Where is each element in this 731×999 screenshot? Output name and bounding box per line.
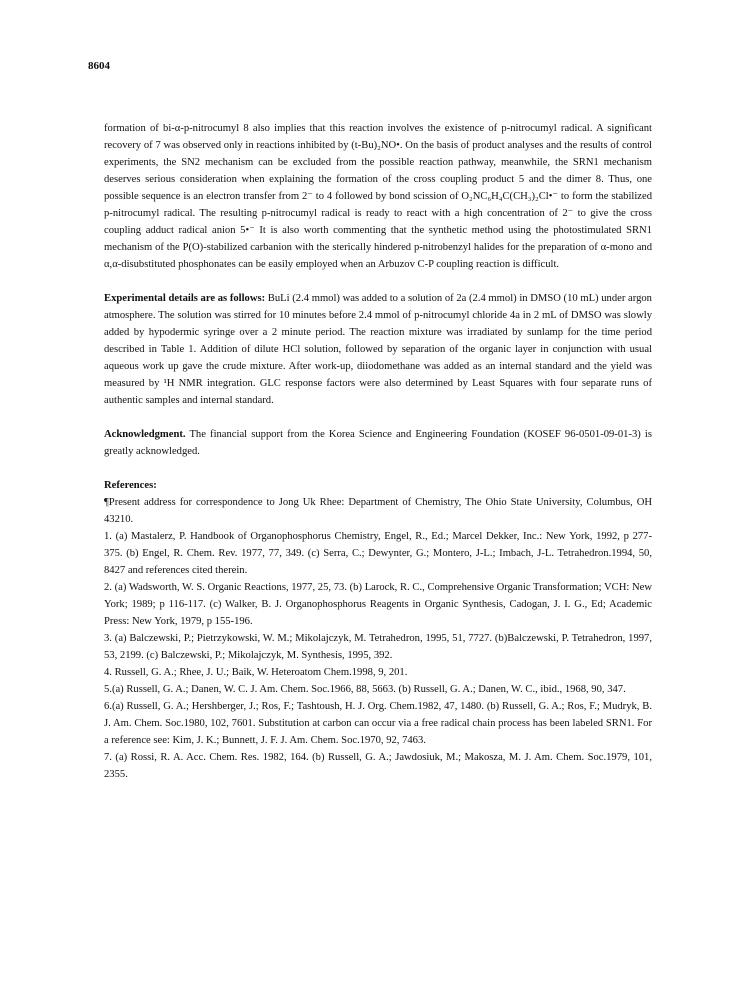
reference-item: 1. (a) Mastalerz, P. Handbook of Organophosphorus Chemistry, Engel, R., Ed.; Marcel Dekker, Inc.: New York, 1992, p 277-375. (b) Engel, R. Chem. Rev. 1977, 77, 349. (c) Serra, C.; Dewynter, G.; Montero, J-L.; Imbach, J-L. Tetrahedron.1994, 50, 8427 and references cited therein.	[104, 531, 652, 576]
reference-item: 5.(a) Russell, G. A.; Danen, W. C. J. Am. Chem. Soc.1966, 88, 5663. (b) Russell, G. A.; Danen, W. C., ibid., 1968, 90, 347.	[104, 684, 626, 695]
reference-item: 6.(a) Russell, G. A.; Hershberger, J.; Ros, F.; Tashtoush, H. J. Org. Chem.1982, 47, 1480. (b) Russell, G. A.; Ros, F.; Mudryk, B. J. Am. Chem. Soc.1980, 102, 7601. Substitution at carbon can occur via a free radical chain process has been labeled SRN1. For a reference see: Kim, J. K.; Bunnett, J. F. J. Am. Chem. Soc.1970, 92, 7463.	[104, 701, 652, 746]
acknowledgment-heading: Acknowledgment.	[104, 429, 186, 440]
acknowledgment-paragraph	[104, 426, 652, 460]
reference-item: 4. Russell, G. A.; Rhee, J. U.; Baik, W. Heteroatom Chem.1998, 9, 201.	[104, 667, 408, 678]
experimental-heading: Experimental details are as follows:	[104, 293, 266, 304]
references-section	[104, 477, 652, 783]
acknowledgment-text: The financial support from the Korea Science and Engineering Foundation (KOSEF 96-0501-09-01-3) is greatly acknowledged.	[104, 429, 652, 457]
experimental-text: BuLi (2.4 mmol) was added to a solution of 2a (2.4 mmol) in DMSO (10 mL) under argon atmosphere. The solution was stirred for 10 minutes before 2.4 mmol of p-nitrocumyl chloride 4a in 2 mL of DMSO was slowly added by hypodermic syringe over a 2 minute period. The reaction mixture was irradiated by sunlamp for the time period described in Table 1. Addition of dilute HCl solution, followed by separation of the organic layer in conjunction with usual aqueous work up gave the crude mixture. After work-up, diiodomethane was added as an internal standard and the yield was measured by ¹H NMR integration. GLC response factors were also determined by Least Squares with four separate runs of authentic samples and internal standard.	[104, 293, 652, 406]
discussion-paragraph: formation of bi-α-p-nitrocumyl 8 also implies that this reaction involves the existence of p-nitrocumyl radical. A significant recovery of 7 was observed only in reactions inhibited by (t-Bu)₂NO•. On the basis of product analyses and the results of control experiments, the SN2 mechanism can be excluded from the possible reaction pathway, meanwhile, the SRN1 mechanism deserves serious consideration when explaining the formation of the cross coupling product 5 and the dimer 8. Thus, one possible sequence is an electron transfer from 2⁻ to 4 followed by bond scission of O₂NC₆H₄C(CH₃)₂Cl•⁻ to form the stabilized p-nitrocumyl radical. The resulting p-nitrocumyl radical is ready to react with a high concentration of 2⁻ to give the cross coupling adduct radical anion 5•⁻ It is also worth commenting that the synthetic method using the photostimulated SRN1 mechanism of the P(O)-stabilized carbanion with the sterically hindered p-nitrobenzyl halides for the preparation of α-mono and α,α-disubstituted phosphonates can be easily employed when an Arbuzov C-P coupling reaction is difficult.	[104, 123, 652, 270]
reference-item: 2. (a) Wadsworth, W. S. Organic Reactions, 1977, 25, 73. (b) Larock, R. C., Comprehensive Organic Transformation; VCH: New York; 1989; p 116-117. (c) Walker, B. J. Organophosphorus Reagents in Organic Synthesis, Cadogan, J. I. G., Ed; Academic Press: New York, 1979, p 155-196.	[104, 582, 652, 627]
reference-item: 7. (a) Rossi, R. A. Acc. Chem. Res. 1982, 164. (b) Russell, G. A.; Jawdosiuk, M.; Makosza, M. J. Am. Chem. Soc.1979, 101, 2355.	[104, 752, 652, 780]
page-number: 8604	[88, 60, 110, 72]
experimental-paragraph	[104, 290, 652, 409]
reference-item: 3. (a) Balczewski, P.; Pietrzykowski, W. M.; Mikolajczyk, M. Tetrahedron, 1995, 51, 7727. (b)Balczewski, P. Tetrahedron, 1997, 53, 2199. (c) Balczewski, P.; Mikolajczyk, M. Synthesis, 1995, 392.	[104, 633, 652, 661]
page-content	[104, 120, 652, 783]
reference-item: ¶Present address for correspondence to Jong Uk Rhee: Department of Chemistry, The Ohio State University, Columbus, OH 43210.	[104, 497, 652, 525]
references-heading: References:	[104, 480, 157, 491]
